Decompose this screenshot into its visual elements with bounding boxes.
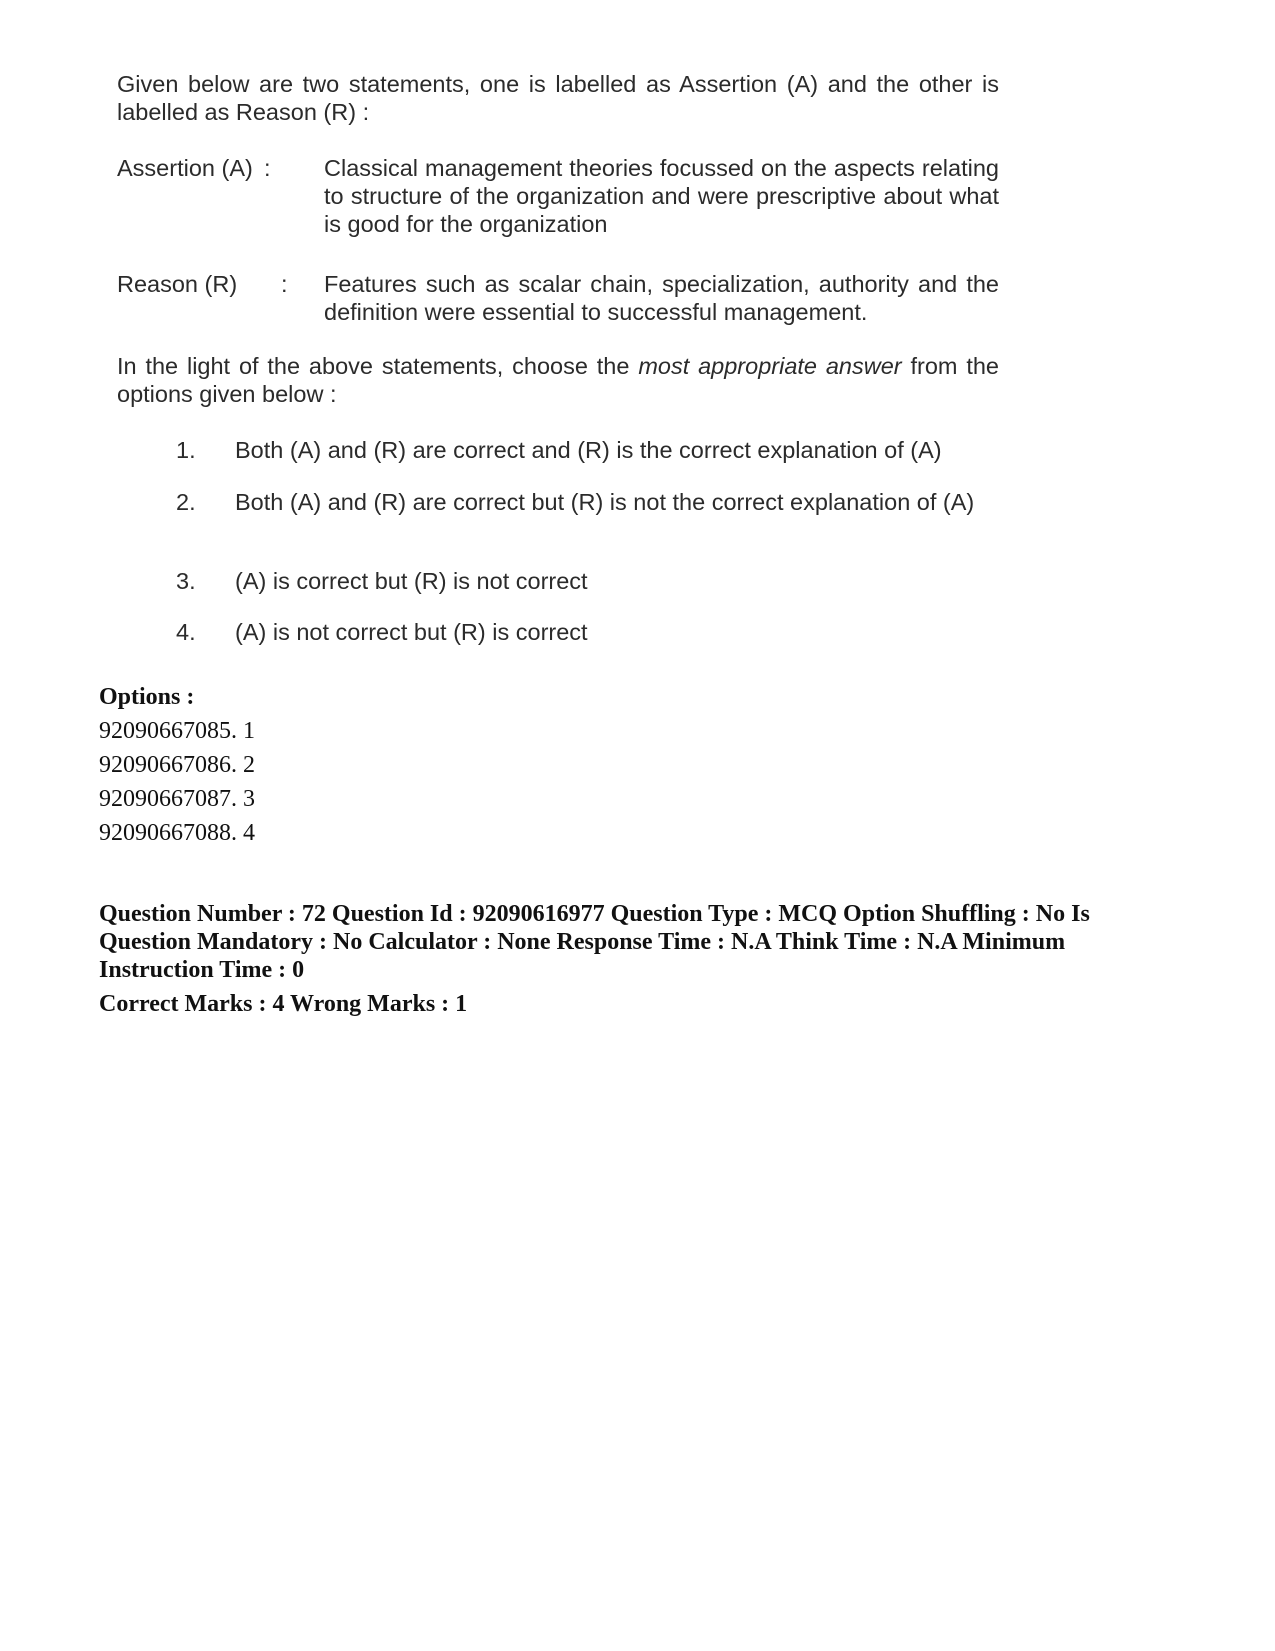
choice-number: 3. [176, 568, 196, 594]
question-instruction [117, 352, 999, 408]
assertion-text: Classical management theories focussed on the aspects relating to structure of the organization and were prescriptive about what is good for the organization [324, 155, 999, 237]
option-item: 92090667086. 2 [99, 752, 255, 778]
choice-number: 2. [176, 489, 196, 515]
assertion-colon: : [264, 155, 271, 181]
reason-label: Reason (R) [117, 271, 238, 297]
option-item: 92090667088. 4 [99, 820, 255, 846]
assertion-label: Assertion (A) [117, 155, 253, 181]
options-heading: Options : [99, 684, 195, 710]
option-item: 92090667085. 1 [99, 718, 255, 744]
choice-number: 1. [176, 437, 196, 463]
instruction-before: In the light of the above statements, choose the [117, 353, 639, 379]
question-intro: Given below are two statements, one is labelled as Assertion (A) and the other is labelled as Reason (R) : [117, 71, 999, 125]
instruction-emphasis: most appropriate answer [638, 353, 902, 379]
instruction-after: from the options given below : [117, 353, 999, 407]
reason-text: Features such as scalar chain, specialization, authority and the definition were essential to successful management. [324, 271, 999, 325]
reason-colon: : [281, 271, 288, 297]
option-item: 92090667087. 3 [99, 786, 255, 812]
choice-text: Both (A) and (R) are correct and (R) is the correct explanation of (A) [235, 437, 942, 463]
choice-text: (A) is correct but (R) is not correct [235, 568, 588, 594]
marks-info: Correct Marks : 4 Wrong Marks : 1 [99, 991, 468, 1017]
choice-text: Both (A) and (R) are correct but (R) is not the correct explanation of (A) [235, 489, 975, 515]
choice-number: 4. [176, 619, 196, 645]
choice-text: (A) is not correct but (R) is correct [235, 619, 588, 645]
question-info: Question Number : 72 Question Id : 92090616977 Question Type : MCQ Option Shuffling : No Is Question Mandatory : No Calculator : None Response Time : N.A Think Time : N.A Minimum Instruction Time : 0 [99, 901, 1090, 983]
